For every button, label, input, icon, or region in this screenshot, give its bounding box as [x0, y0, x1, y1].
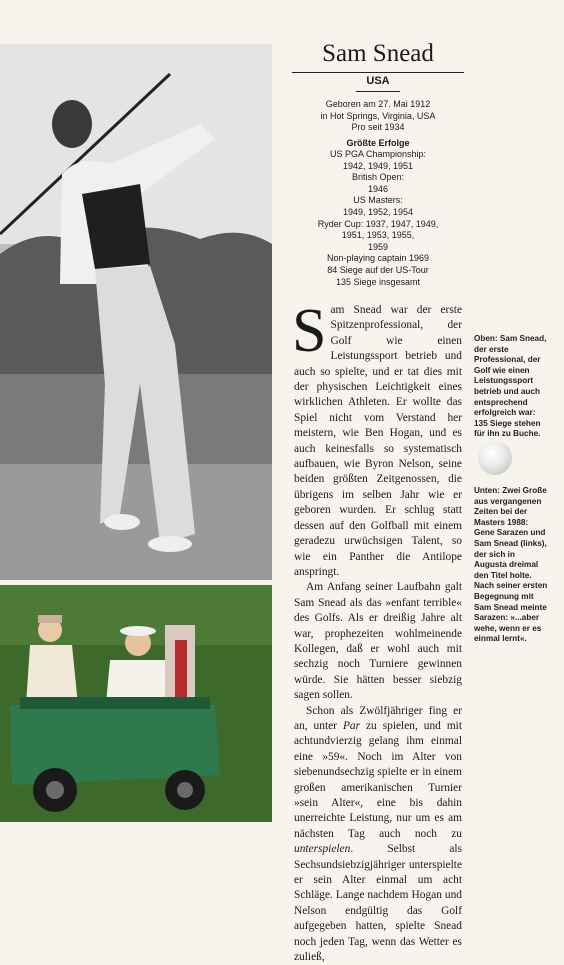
achievements-heading: Größte Erfolge: [346, 138, 410, 148]
fact-line: in Hot Springs, Virginia, USA: [320, 110, 436, 121]
article-paragraph-3: [294, 704, 462, 965]
paragraph-text: . Selbst als Sechsundsiebzigjähriger unterspielte er sein Alter einmal um acht Schläge. Lange nachdem Hogan und Nelson endgültig das Golf aufgegeben hatten, spielte Snead noch jeden Tag, wenn das Wetter es zuließ,: [294, 843, 462, 964]
article-paragraph-1: [292, 297, 462, 580]
page-title: Sam Snead: [322, 40, 434, 67]
italic-term-par: Par: [342, 719, 361, 732]
paragraph-text: Schon als Zwölfjähriger fing er an, unter: [294, 704, 462, 732]
country-label: USA: [366, 75, 390, 87]
achievement-line: 84 Siege auf der US-Tour: [327, 264, 429, 275]
achievement-line: Ryder Cup: 1937, 1947, 1949,: [317, 218, 439, 229]
achievement-line: 1951, 1953, 1955,: [341, 230, 415, 241]
achievement-line: 1942, 1949, 1951: [342, 160, 414, 171]
article-body: [292, 297, 463, 965]
birth-facts: [294, 99, 462, 134]
italic-term-unterspielen: unterspielen: [294, 843, 351, 856]
article-paragraph-2: Am Anfang seiner Laufbahn galt Sam Snead als das »enfant terrible« des Golfs. Als er dreißig Jahre alt war, prophezeiten wohlmeinende Kollegen, daß er wohl auch mit sechzig noch Turniere gewinnen würde. Sie hätten besser siebzig sagen sollen.: [294, 581, 462, 702]
golfer-swing-photo: [0, 44, 272, 580]
fact-line: Pro seit 1934: [351, 122, 405, 133]
achievement-line: 1946: [367, 183, 389, 194]
achievements-list: [294, 149, 462, 288]
drop-cap: S: [292, 297, 327, 365]
title-divider: [292, 72, 464, 73]
achievement-line: 135 Siege insgesamt: [335, 276, 421, 287]
achievement-line: US PGA Championship:: [329, 149, 427, 159]
paragraph-text: zu spielen, und mit achtundvierzig gelang ihm einmal eine »59«. Noch im Alter von siebenundsechzig spielte er in einem großen amerikanischen Turnier »sein Alter«, eine bis dahin unerreichte Leistung, nur um es am nächsten Tag auch noch zu: [294, 719, 463, 840]
fact-line: Geboren am 27. Mai 1912: [325, 99, 431, 109]
achievement-line: 1959: [367, 241, 389, 252]
achievement-line: US Masters:: [353, 195, 403, 206]
achievement-line: 1949, 1952, 1954: [342, 206, 414, 217]
country-underline: [356, 91, 400, 92]
golf-ball-icon: [478, 441, 512, 475]
achievement-line: Non-playing captain 1969: [326, 253, 430, 264]
achievement-line: British Open:: [351, 172, 405, 183]
caption-top-photo: Oben: Sam Snead, der erste Professional, der Golf wie einen Leistungssport betrieb und auch entsprechend erfolgreich war: 135 Siege stehen für ihn zu Buche.: [474, 334, 547, 439]
paragraph-text: am Snead war der erste Spitzenprofessional, der Golf wie einen Leistungssport betrieb und auch so spielte, und er tat dies mit der physischen Leichtigkeit eines wirklichen Athleten. Er wollte das Spiel nicht vom Verstand her meistern, wie Ben Hogan, und es auch keinesfalls so systematisch aufbauen, wie Byron Nelson, seine beiden größten Zeitgenossen, die übrigens im selben Jahr wie er geboren wurden. Er schlug statt dessen auf den Golfball mit einem geradezu urwüchsigen Talent, so wie ein Panther die Antilope anspringt.: [294, 304, 462, 578]
golf-cart-photo: [0, 585, 272, 822]
caption-bottom-photo: Unten: Zwei Große aus vergangenen Zeiten bei der Masters 1988: Gene Sarazen und Sam Snead (links), der sich in Augusta dreimal den Titel holte. Nach seiner ersten Begegnung mit Sam Snead meinte Sarazen: »...aber wehe, wenn er es einmal lernt«.: [474, 486, 548, 644]
